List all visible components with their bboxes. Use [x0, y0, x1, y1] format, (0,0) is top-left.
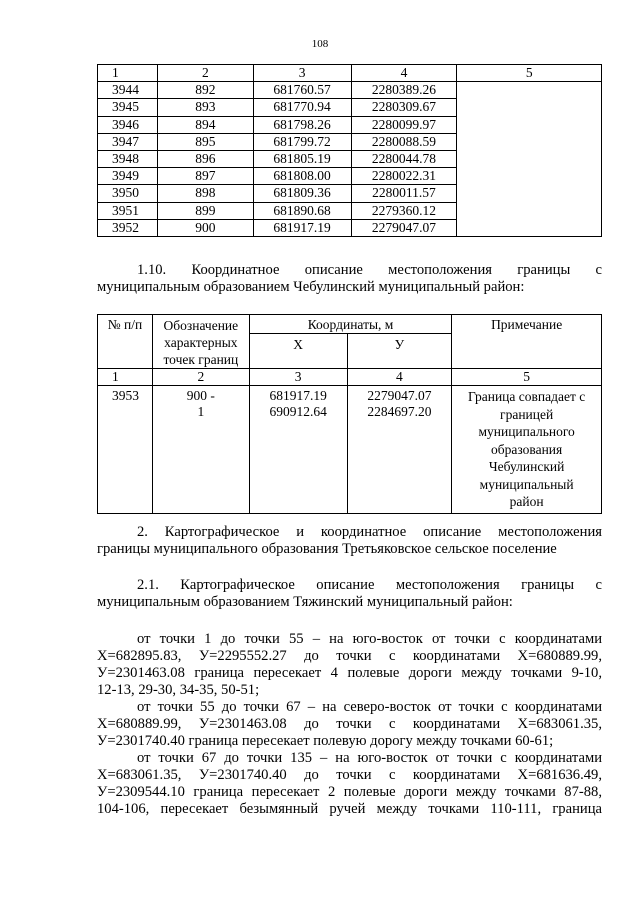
header-x: X — [249, 334, 347, 369]
border-description — [97, 631, 602, 818]
header-points — [152, 315, 249, 369]
header-coordinates: Координаты, м — [249, 315, 452, 334]
table-cell: 3945 — [98, 99, 158, 116]
header-y: У — [347, 334, 452, 369]
cell-points — [152, 386, 249, 514]
table-cell: 3948 — [98, 150, 158, 167]
table-cell: 2279047.07 — [351, 219, 457, 236]
table-row — [98, 82, 602, 99]
table-cell: 895 — [157, 133, 253, 150]
text-line: Х=683061.35, У=2301740.40 до точки с координатами Х=681636.49, — [97, 767, 602, 783]
section-1-10-heading — [97, 262, 602, 296]
table-cell: 3951 — [98, 202, 158, 219]
column-index-cell: 2 — [152, 369, 249, 386]
note-line: район — [509, 494, 544, 509]
table-cell: 900 — [157, 219, 253, 236]
table-cell: 681805.19 — [253, 150, 351, 167]
text-line: от точки 55 до точки 67 – на северо-восток от точки с координатами — [137, 699, 602, 715]
table-cell: 3952 — [98, 219, 158, 236]
table-cell: 894 — [157, 116, 253, 133]
point-label: 900 - — [186, 388, 215, 403]
text-line: муниципальным образованием Тяжинский муниципальный район: — [97, 594, 513, 610]
table-cell: 681890.68 — [253, 202, 351, 219]
cell-y — [347, 386, 452, 514]
text-line: 104-106, пересекает безымянный ручей между точками 110-111, граница — [97, 801, 602, 817]
note-line: муниципальный — [479, 476, 574, 492]
text-line: 12-13, 29-30, 34-35, 50-51; — [97, 682, 260, 698]
column-index-cell: 4 — [347, 369, 452, 386]
text-line: У=2301463.08 граница пересекает 4 полевые дороги между точками 9-10, — [97, 665, 602, 681]
table-cell: 897 — [157, 168, 253, 185]
table-cell: 3944 — [98, 82, 158, 99]
note-line: границей — [500, 406, 554, 422]
y-value: 2279047.07 — [367, 388, 432, 403]
cell-x — [249, 386, 347, 514]
table-cell: 2280011.57 — [351, 185, 457, 202]
table-cell: 892 — [157, 82, 253, 99]
note-line: муниципального — [478, 424, 575, 439]
table-cell: 681770.94 — [253, 99, 351, 116]
table-cell: 681917.19 — [253, 219, 351, 236]
header-points-line: точек границ — [163, 352, 239, 367]
table-cell: 2280044.78 — [351, 150, 457, 167]
header-cell: 1 — [98, 65, 158, 82]
section-2-heading — [97, 524, 602, 558]
text-line: муниципальным образованием Чебулинский муниципальный район: — [97, 279, 525, 295]
y-value: 2284697.20 — [367, 404, 432, 419]
header-points-line: Обозначение — [163, 318, 239, 333]
header-note: Примечание — [452, 315, 602, 369]
x-value: 681917.19 — [269, 388, 327, 403]
text-line: 2.1. Картографическое описание местоположения границы с — [137, 577, 602, 593]
table-cell: 2279360.12 — [351, 202, 457, 219]
table-cell: 681799.72 — [253, 133, 351, 150]
table-cell: 3950 — [98, 185, 158, 202]
section-2-1-heading — [97, 577, 602, 611]
table-cell: 2280099.97 — [351, 116, 457, 133]
column-index-cell: 1 — [98, 369, 153, 386]
x-value: 690912.64 — [269, 404, 327, 419]
table-cell: 896 — [157, 150, 253, 167]
text-line: от точки 67 до точки 135 – на юго-восток от точки с координатами — [137, 750, 602, 766]
column-index-cell: 3 — [249, 369, 347, 386]
table-cell: 2280022.31 — [351, 168, 457, 185]
table-cell: 681760.57 — [253, 82, 351, 99]
header-points-line: характерных — [164, 335, 238, 350]
table-row — [98, 386, 602, 514]
header-cell: 2 — [157, 65, 253, 82]
table-cell: 893 — [157, 99, 253, 116]
table-cell: 899 — [157, 202, 253, 219]
table-cell: 898 — [157, 185, 253, 202]
table-header-row — [98, 65, 602, 82]
text-line: Х=680889.99, У=2301463.08 до точки с координатами Х=683061.35, — [97, 716, 602, 732]
text-line: 2. Картографическое и координатное описание местоположения — [137, 524, 602, 540]
column-index-row — [98, 369, 602, 386]
header-cell: 5 — [457, 65, 602, 82]
table-cell: 3946 — [98, 116, 158, 133]
point-label: 1 — [197, 404, 205, 419]
text-line: от точки 1 до точки 55 – на юго-восток от точки с координатами — [137, 631, 602, 647]
header-cell: 3 — [253, 65, 351, 82]
table-cell: 2280389.26 — [351, 82, 457, 99]
text-line: Х=682895.83, У=2295552.27 до точки с координатами Х=680889.99, — [97, 648, 602, 664]
column-index-cell: 5 — [452, 369, 602, 386]
table-cell: 3947 — [98, 133, 158, 150]
table-cell: 2280088.59 — [351, 133, 457, 150]
header-cell: 4 — [351, 65, 457, 82]
note-line: Граница совпадает с — [468, 389, 586, 404]
text-line: У=2301740.40 граница пересекает полевую дорогу между точками 60-61; — [97, 733, 554, 749]
table-cell: 2280309.67 — [351, 99, 457, 116]
text-line: границы муниципального образования Третьяковское сельское поселение — [97, 541, 557, 557]
cell-note — [452, 386, 602, 514]
header-num: № п/п — [98, 315, 153, 369]
text-line: 1.10. Координатное описание местоположения границы с — [137, 262, 602, 278]
note-cell-empty — [457, 82, 602, 237]
note-line: Чебулинский — [488, 459, 565, 474]
table-cell: 681798.26 — [253, 116, 351, 133]
table-cell: 3949 — [98, 168, 158, 185]
coordinates-table-continued — [97, 64, 602, 237]
cell-num: 3953 — [98, 386, 153, 514]
border-coordinates-table — [97, 314, 602, 514]
table-cell: 681808.00 — [253, 168, 351, 185]
table-cell: 681809.36 — [253, 185, 351, 202]
page-number: 108 — [311, 38, 329, 50]
text-line: У=2309544.10 граница пересекает 2 полевые дороги между точками 87-88, — [97, 784, 602, 800]
note-line: образования — [491, 441, 563, 457]
